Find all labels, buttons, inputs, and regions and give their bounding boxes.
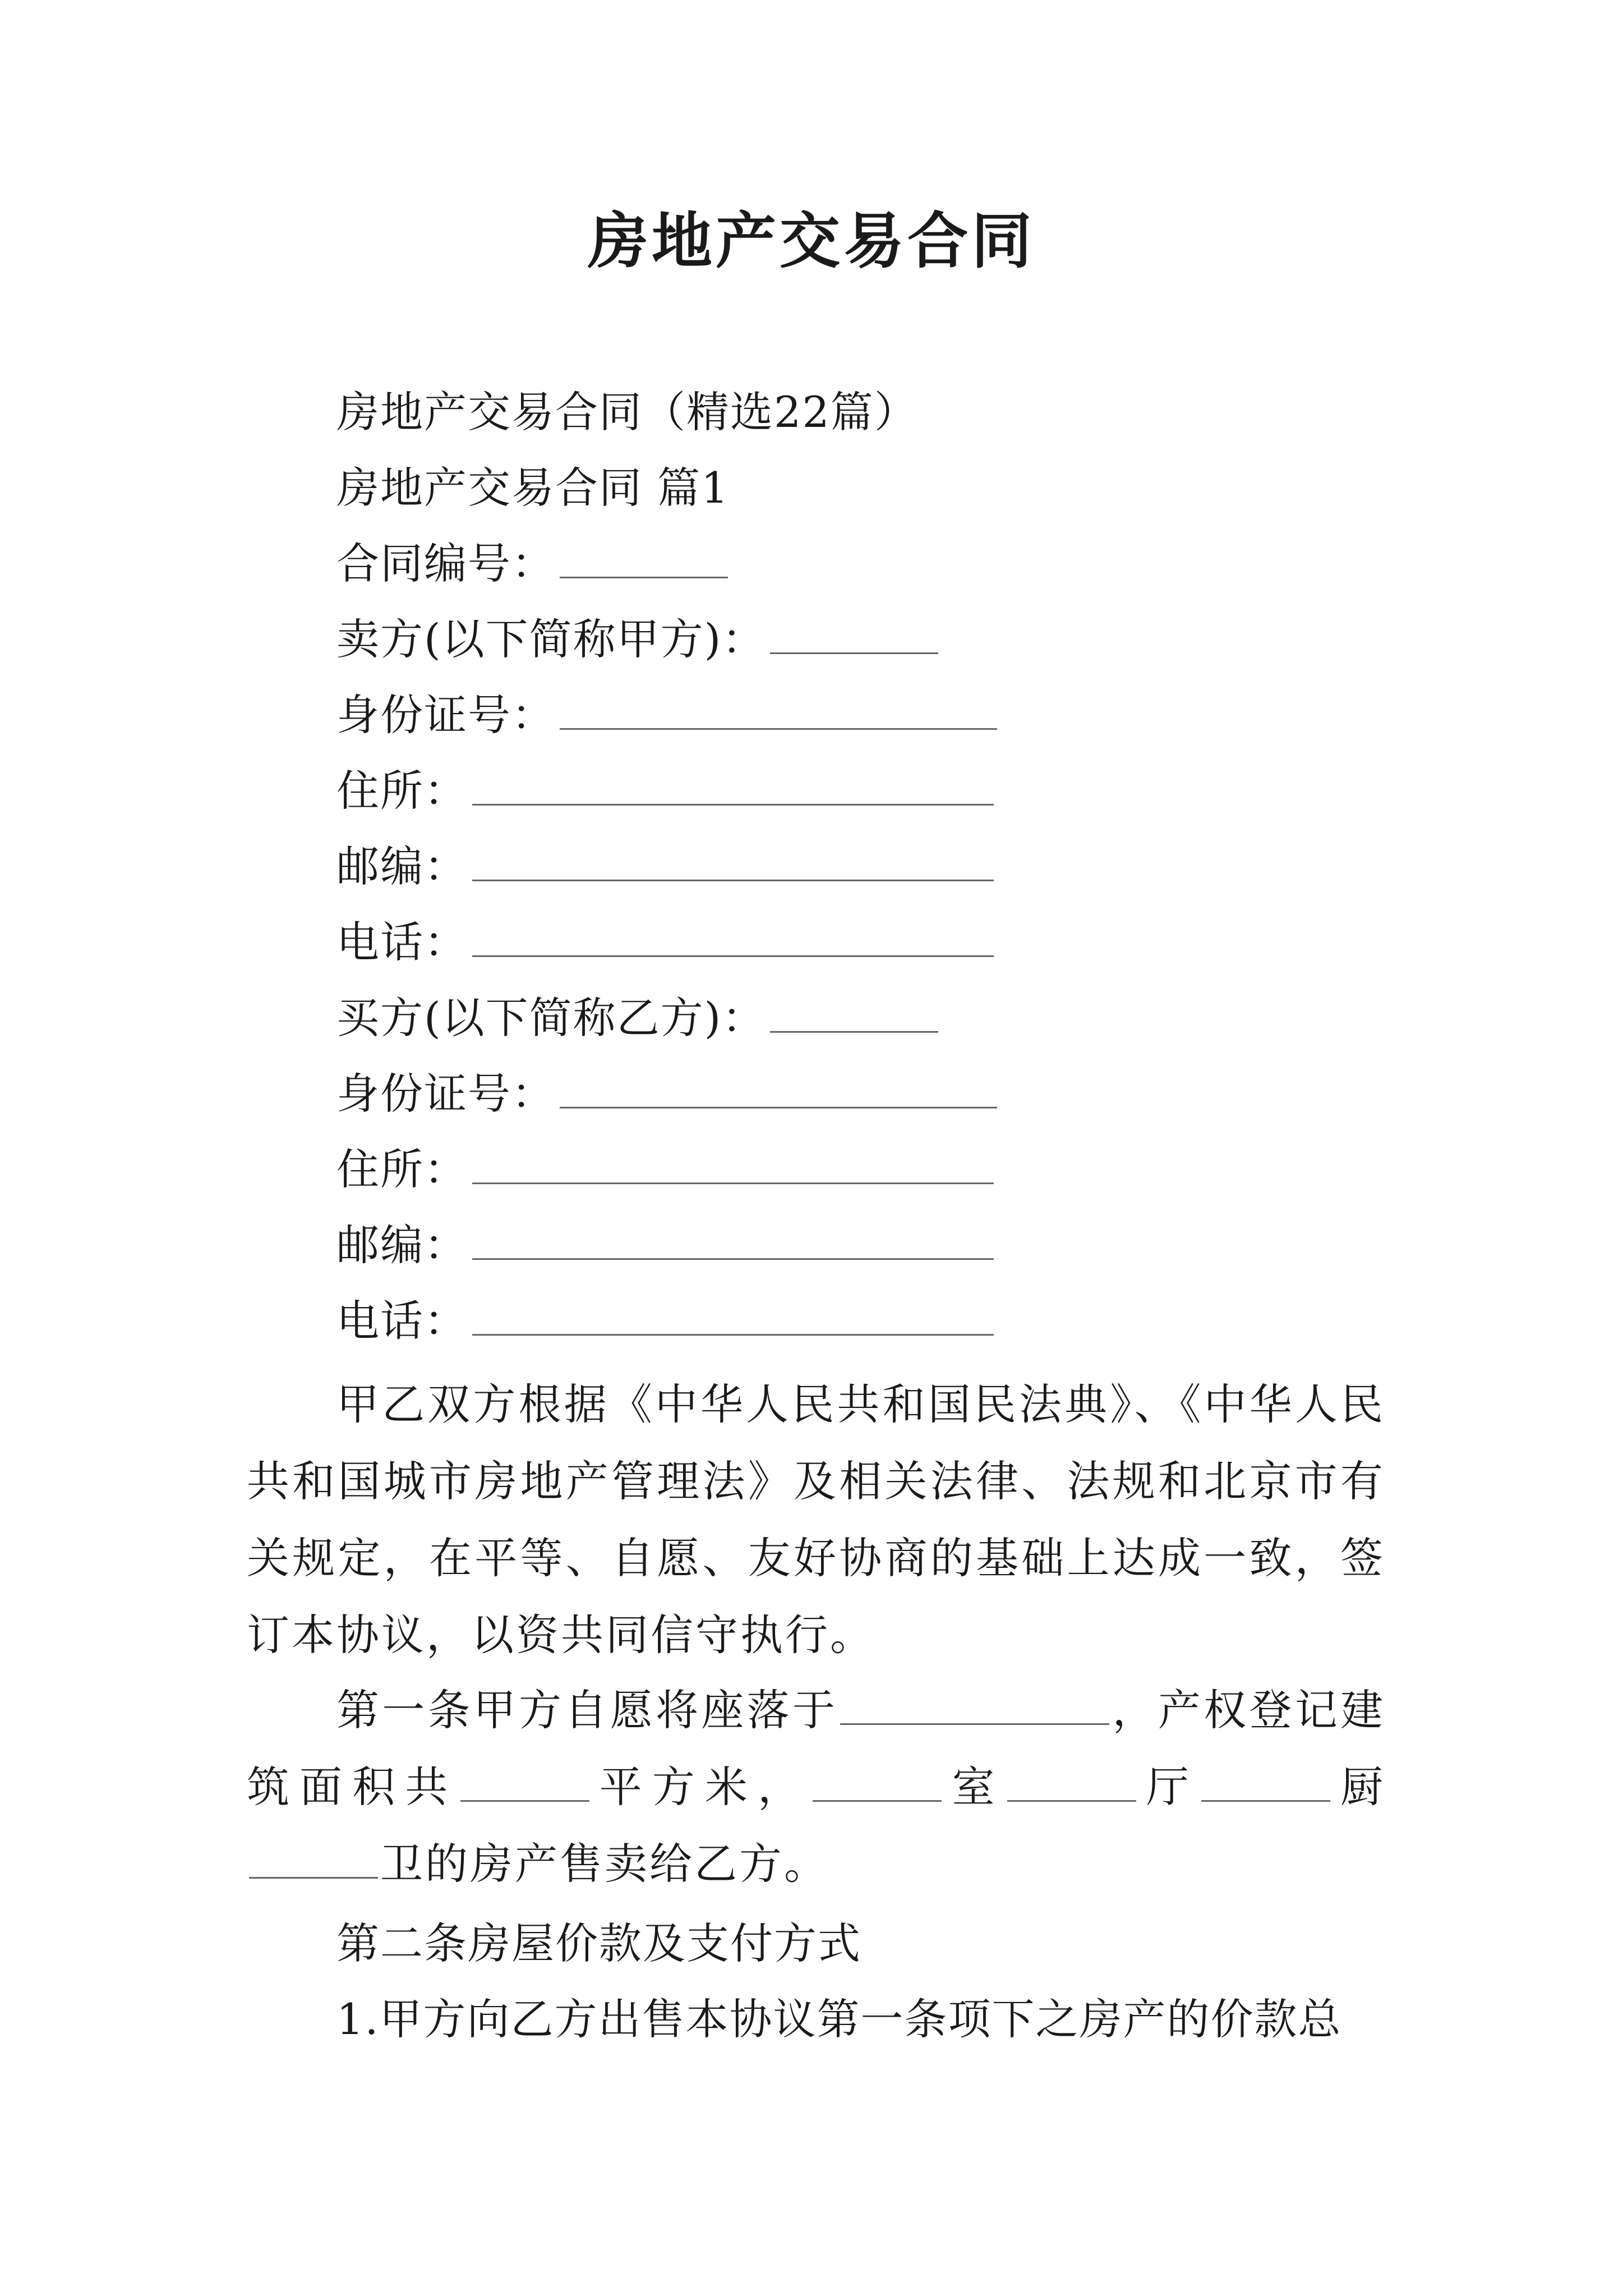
buyer-postcode-label: 邮编： bbox=[336, 1220, 468, 1270]
article-1-text-5: 厅 bbox=[1138, 1762, 1199, 1812]
article-1-text-4: 室 bbox=[944, 1762, 1005, 1812]
bathrooms-blank[interactable] bbox=[249, 1843, 378, 1879]
seller-address-blank[interactable] bbox=[472, 765, 994, 806]
bedrooms-blank[interactable] bbox=[813, 1766, 942, 1802]
seller-party-label: 卖方(以下简称甲方)： bbox=[336, 614, 766, 664]
seller-postcode-line bbox=[336, 839, 994, 895]
buyer-phone-label: 电话： bbox=[336, 1296, 468, 1346]
buyer-id-label: 身份证号： bbox=[336, 1069, 555, 1119]
buyer-address-line bbox=[336, 1142, 994, 1198]
seller-address-line bbox=[336, 763, 994, 819]
article-1-text-3: 平方米， bbox=[591, 1762, 811, 1812]
buyer-id-blank[interactable] bbox=[560, 1068, 997, 1108]
buyer-id-line bbox=[336, 1066, 997, 1122]
article-1-text-7: 卫的房产售卖给乙方。 bbox=[380, 1839, 829, 1889]
seller-party-line bbox=[336, 611, 938, 668]
seller-name-blank[interactable] bbox=[770, 613, 938, 654]
living-rooms-blank[interactable] bbox=[1007, 1766, 1136, 1802]
seller-postcode-label: 邮编： bbox=[336, 841, 468, 891]
contract-number-blank[interactable] bbox=[560, 537, 728, 578]
article-1-paragraph bbox=[247, 1672, 1385, 1902]
article-1-text-6: 厨 bbox=[1332, 1762, 1386, 1812]
floor-area-blank[interactable] bbox=[460, 1766, 589, 1802]
buyer-party-line bbox=[336, 990, 938, 1046]
article-1-text-2: ，产权登记建筑面积共 bbox=[247, 1685, 1386, 1812]
buyer-postcode-blank[interactable] bbox=[472, 1219, 994, 1260]
seller-postcode-blank[interactable] bbox=[472, 840, 994, 881]
buyer-name-blank[interactable] bbox=[770, 992, 938, 1033]
buyer-party-label: 买方(以下简称乙方)： bbox=[336, 993, 766, 1043]
contract-number-line bbox=[336, 536, 728, 592]
buyer-address-label: 住所： bbox=[336, 1144, 468, 1194]
article-2-heading: 第二条房屋价款及支付方式 bbox=[336, 1918, 861, 1968]
article-1-text-1: 第一条甲方自愿将座落于 bbox=[336, 1685, 838, 1735]
seller-id-line bbox=[336, 687, 997, 743]
kitchens-blank[interactable] bbox=[1201, 1766, 1330, 1802]
seller-phone-blank[interactable] bbox=[472, 916, 994, 957]
buyer-phone-line bbox=[336, 1293, 994, 1349]
buyer-phone-blank[interactable] bbox=[472, 1295, 994, 1336]
buyer-postcode-line bbox=[336, 1217, 994, 1273]
buyer-address-blank[interactable] bbox=[472, 1143, 994, 1184]
article-2-item-1: 1.甲方向乙方出售本协议第一条项下之房产的价款总 bbox=[336, 1994, 1342, 2044]
property-location-blank[interactable] bbox=[840, 1690, 1109, 1725]
document-title: 房地产交易合同 bbox=[587, 206, 1035, 277]
seller-id-label: 身份证号： bbox=[336, 690, 555, 740]
seller-phone-label: 电话： bbox=[336, 917, 468, 967]
seller-id-blank[interactable] bbox=[560, 689, 997, 730]
section-heading: 房地产交易合同 篇1 bbox=[336, 463, 730, 513]
subtitle: 房地产交易合同（精选22篇） bbox=[336, 387, 918, 437]
seller-address-label: 住所： bbox=[336, 766, 468, 816]
intro-paragraph: 甲乙双方根据《中华人民共和国民法典》、《中华人民共和国城市房地产管理法》及相关法律、法规和北京市有关规定，在平等、自愿、友好协商的基础上达成一致，签订本协议，以资共同信守执行。 bbox=[247, 1379, 1385, 1660]
contract-number-label: 合同编号： bbox=[336, 539, 555, 588]
seller-phone-line bbox=[336, 914, 994, 970]
